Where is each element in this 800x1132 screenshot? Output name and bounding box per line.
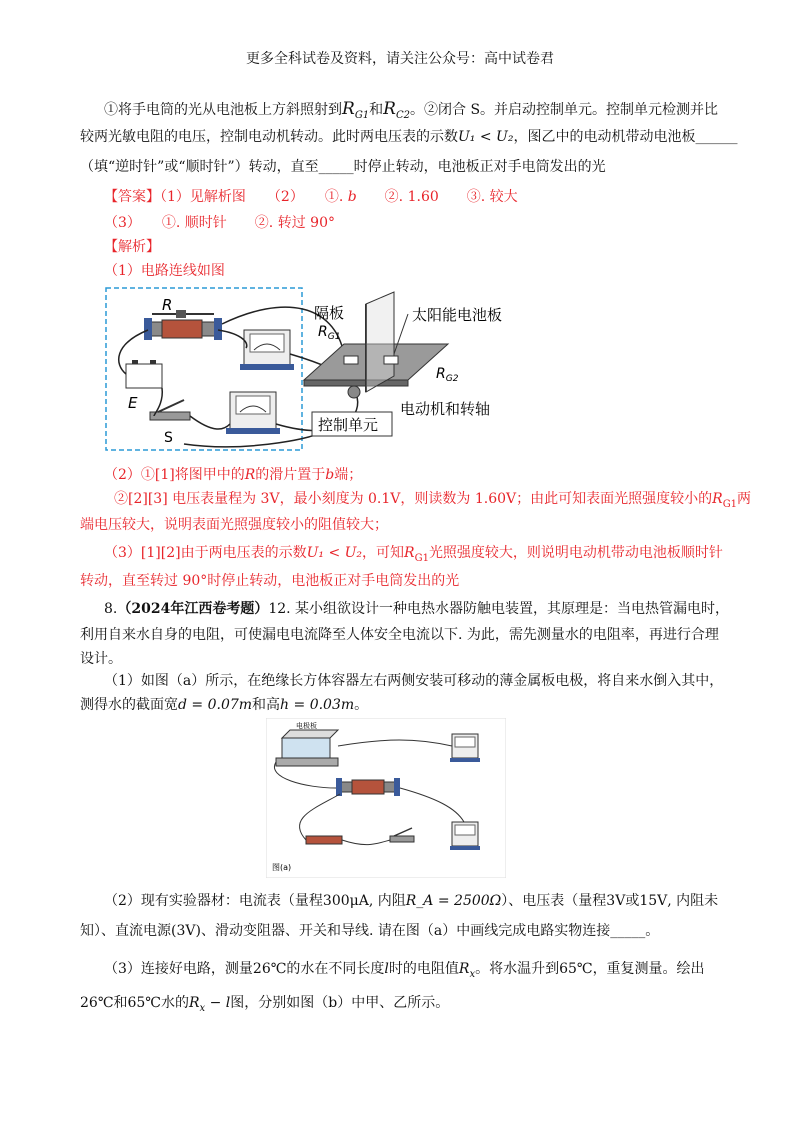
label-geban: 隔板 bbox=[314, 304, 345, 322]
text: 【答案】（1）见解析图 （2） ①. bbox=[104, 189, 348, 205]
q8-p1a: （1）如图（a）所示，在绝缘长方体容器左右两侧安装可移动的薄金属板电极，将自来水倒入其中， bbox=[104, 673, 724, 689]
analysis-p4: 端电压较大，说明表面光照强度较小的阻值较大； bbox=[80, 517, 388, 533]
text: ）、电压表（量程 bbox=[501, 893, 607, 909]
label-control: 控制单元 bbox=[318, 416, 379, 434]
analysis-p1: （1）电路连线如图 bbox=[104, 263, 225, 279]
ammeter bbox=[450, 734, 480, 762]
text: ，图乙中的电动机带动电池板______ bbox=[513, 129, 738, 145]
battery-a bbox=[306, 836, 342, 844]
water-container bbox=[276, 730, 338, 766]
text: 较两光敏电阻的电压，控制电动机转动。此时两电压表的示数 bbox=[80, 129, 458, 145]
q8-p5 bbox=[80, 992, 680, 1020]
text: 。②闭合 S。并启动控制单元。控制单元检测并比 bbox=[410, 102, 719, 118]
text: 两 bbox=[737, 491, 752, 507]
math-r: R bbox=[342, 99, 355, 119]
q8-line-1 bbox=[104, 598, 730, 620]
text: 测得水的截面宽 bbox=[80, 697, 178, 713]
svg-text:RG2 bbox=[436, 366, 459, 384]
voltmeter-2 bbox=[226, 392, 280, 434]
math-d: d = 0.07m bbox=[178, 697, 253, 713]
label-s: S bbox=[164, 430, 173, 446]
battery bbox=[126, 364, 162, 388]
analysis-p5 bbox=[104, 542, 723, 570]
math-rx: R bbox=[188, 995, 200, 1011]
rg1-sensor bbox=[344, 356, 358, 364]
math-t1: 26℃ bbox=[80, 995, 114, 1011]
q8-p1b bbox=[80, 694, 680, 716]
label-rg1: R bbox=[318, 324, 328, 340]
q-line-2 bbox=[80, 126, 738, 148]
math-l: l bbox=[384, 961, 389, 977]
text: 和高 bbox=[252, 697, 281, 713]
math-t1: 26℃ bbox=[252, 961, 287, 977]
text: 知）、直流电源 bbox=[80, 923, 171, 939]
q8-p3 bbox=[80, 920, 680, 942]
answer-line-1 bbox=[104, 186, 704, 208]
text: （2）现有实验器材：电流表（量程 bbox=[104, 893, 323, 909]
math-t2: 65℃ bbox=[127, 995, 161, 1011]
electrode-label: 电极板 bbox=[296, 722, 317, 730]
math-v2: 15V bbox=[639, 893, 668, 909]
text: 和 bbox=[113, 995, 128, 1011]
math-sub: C2 bbox=[395, 109, 410, 121]
math-range: 300μA bbox=[322, 893, 369, 909]
text: , 内阻未 bbox=[667, 893, 719, 909]
math-r: R bbox=[383, 99, 396, 119]
math-src: (3V) bbox=[171, 923, 201, 939]
math-l: − l bbox=[205, 995, 231, 1011]
text: 8. bbox=[104, 601, 118, 617]
math-sub: x bbox=[199, 1002, 206, 1014]
rheostat bbox=[144, 310, 222, 340]
math-sub: G1 bbox=[414, 552, 429, 564]
q8-line-3: 设计。 bbox=[80, 651, 122, 667]
label-e: E bbox=[128, 394, 138, 412]
answer-line-2: （3） ①. 顺时针 ②. 转过 90° bbox=[104, 215, 335, 231]
analysis-p2 bbox=[104, 464, 704, 486]
voltmeter-1 bbox=[240, 330, 294, 370]
text: 图，分别如图（b）中甲、乙所示。 bbox=[230, 995, 450, 1011]
math-v: 3V bbox=[606, 893, 626, 909]
text: （2）①[1]将图甲中的 bbox=[104, 467, 245, 483]
math-sub: G1 bbox=[354, 109, 370, 121]
text: ，可知 bbox=[362, 545, 405, 561]
math-r: R bbox=[712, 491, 723, 507]
text: 12. 某小组欲设计一种电热水器防触电装置，其原理是：当电热管漏电时， bbox=[268, 601, 730, 617]
analysis-p6: 转动，直至转过 90°时停止转动，电池板正对手电筒发出的光 bbox=[80, 573, 460, 589]
math-ra: R_A = 2500Ω bbox=[405, 893, 502, 909]
text: ②[2][3] 电压表量程为 3V，最小刻度为 0.1V，则读数为 1.60V；由此可知表面光照强度较小的 bbox=[114, 491, 713, 507]
fig-a-caption: 图(a) bbox=[272, 863, 292, 872]
circuit-figure bbox=[104, 284, 534, 454]
math-sub: x bbox=[469, 968, 476, 980]
exam-tag: （2024年江西卷考题） bbox=[117, 601, 269, 617]
voltmeter-a bbox=[450, 822, 480, 850]
analysis-p3 bbox=[114, 488, 752, 516]
label-panel: 太阳能电池板 bbox=[412, 306, 503, 324]
math-r: R bbox=[244, 467, 256, 483]
text: 。 bbox=[354, 697, 369, 713]
label-rg1-sub: G1 bbox=[327, 332, 341, 342]
text: 的水在不同长度 bbox=[286, 961, 385, 977]
math-u: U₁ < U₂ bbox=[458, 129, 514, 145]
text: ①将手电筒的光从电池板上方斜照射到 bbox=[104, 102, 342, 118]
q-line-3: （填“逆时针”或“顺时针”）转动，直至_____时停止转动，电池板正对手电筒发出的光 bbox=[80, 159, 606, 175]
text: 时的电阻值 bbox=[388, 961, 459, 977]
page-header: 更多全科试卷及资料，请关注公众号：高中试卷君 bbox=[246, 51, 554, 67]
text: 和 bbox=[369, 102, 384, 118]
text: ，重复测量。绘出 bbox=[592, 961, 705, 977]
text: 、滑动变阻器、开关和导线. 请在图（a）中画线完成电路实物连接_____。 bbox=[200, 923, 660, 939]
text: （3）连接好电路，测量 bbox=[104, 961, 253, 977]
text: , 内阻 bbox=[368, 893, 406, 909]
text: 光照强度较大，则说明电动机带动电池板顺时针 bbox=[428, 545, 723, 561]
text: 或 bbox=[625, 893, 640, 909]
q-line-1 bbox=[104, 98, 719, 127]
label-rg2: R bbox=[436, 366, 446, 382]
text: （3）[1][2]由于两电压表的示数 bbox=[104, 545, 307, 561]
math-sub: G1 bbox=[722, 498, 738, 510]
motor bbox=[348, 386, 360, 398]
label-r: R bbox=[162, 296, 173, 314]
label-motor: 电动机和转轴 bbox=[400, 400, 491, 418]
q8-p4 bbox=[104, 958, 704, 986]
math-u: U₁ < U₂ bbox=[306, 545, 363, 561]
math-t2: 65℃ bbox=[559, 961, 593, 977]
text: 水的 bbox=[160, 995, 189, 1011]
label-rg2-sub: G2 bbox=[445, 374, 459, 384]
math-b: b bbox=[347, 189, 357, 205]
svg-text:RG1 bbox=[318, 324, 340, 342]
q8-line-2: 利用自来水自身的电阻，可使漏电电流降至人体安全电流以下. 为此，需先测量水的电阻率，再进行合理 bbox=[80, 627, 719, 643]
math-h: h = 0.03m bbox=[280, 697, 355, 713]
text: 。将水温升到 bbox=[475, 961, 560, 977]
rg2-sensor bbox=[384, 356, 398, 364]
q8-p2 bbox=[104, 890, 719, 912]
analysis-title: 【解析】 bbox=[104, 239, 160, 255]
text: 端； bbox=[334, 467, 363, 483]
switch bbox=[150, 400, 190, 420]
math-rx: R bbox=[458, 961, 470, 977]
math-b: b bbox=[325, 467, 335, 483]
figure-a bbox=[266, 718, 506, 878]
text: 的滑片置于 bbox=[255, 467, 326, 483]
math-r: R bbox=[404, 545, 415, 561]
text: ②. 1.60 ③. 较大 bbox=[356, 189, 518, 205]
